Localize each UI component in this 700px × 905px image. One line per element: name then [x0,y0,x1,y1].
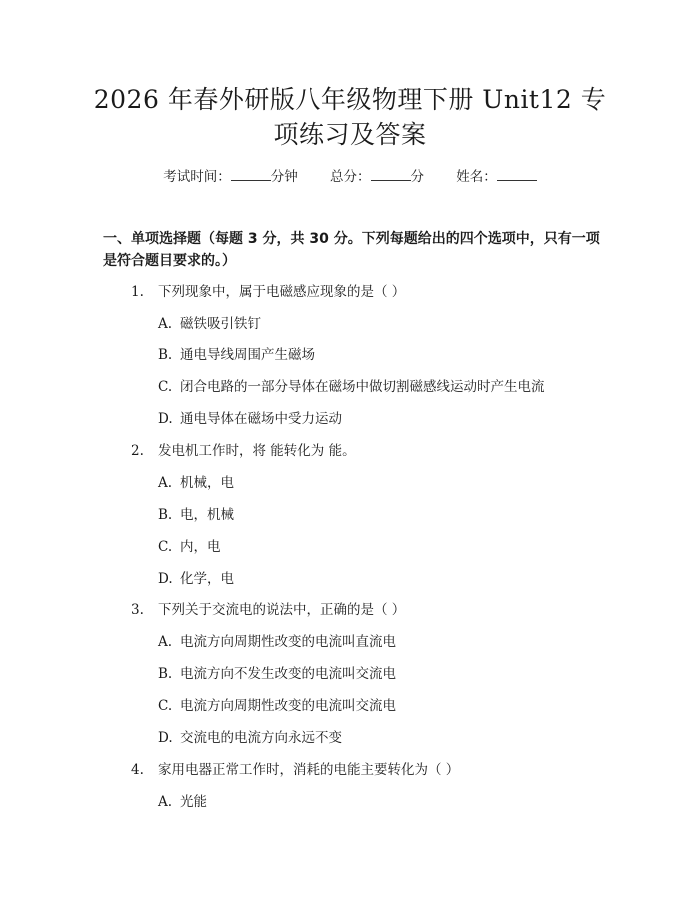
question-number: 1. [131,284,144,300]
option-text: 磁铁吸引铁钉 [180,316,261,332]
option-letter: D. [158,571,173,587]
question-1-option-d [158,409,342,429]
question-1-option-a [158,314,261,334]
question-4-option-a [158,792,207,812]
option-text: 光能 [180,794,207,810]
option-text: 电流方向周期性改变的电流叫交流电 [180,698,396,714]
option-text: 通电导体在磁场中受力运动 [180,411,342,427]
option-text: 化学，电 [180,571,234,587]
question-3-option-a [158,632,396,652]
question-number: 4. [131,762,144,778]
exam-info-bar [0,166,700,188]
student-name-label: 姓名： [456,169,497,185]
exam-time-field [163,169,302,185]
question-1-option-b [158,345,315,365]
question-text: 家用电器正常工作时，消耗的电能主要转化为（ ） [158,762,460,778]
question-number: 2. [131,443,144,459]
option-text: 闭合电路的一部分导体在磁场中做切割磁感线运动时产生电流 [180,379,545,395]
option-text: 通电导线周围产生磁场 [180,347,315,363]
question-text: 发电机工作时，将 能转化为 能。 [158,443,356,459]
option-letter: A. [158,634,173,650]
question-1-option-c [158,377,545,397]
option-letter: C. [158,698,173,714]
total-score-blank [371,166,411,181]
question-3-option-c [158,696,396,716]
question-text: 下列关于交流电的说法中，正确的是（ ） [158,602,406,618]
total-score-field [330,169,428,185]
option-letter: B. [158,666,173,682]
question-1 [131,282,405,302]
question-3-option-b [158,664,396,684]
exam-time-blank [231,166,271,181]
option-letter: A. [158,316,173,332]
question-2-option-b [158,505,234,525]
question-3-option-d [158,728,342,748]
total-score-label: 总分： [330,169,371,185]
student-name-blank [497,166,537,181]
question-4 [131,760,459,780]
section-1-heading: 一、单项选择题（每题 3 分，共 30 分。下列每题给出的四个选项中，只有一项是符合题目要求的。） [103,231,600,269]
option-letter: B. [158,507,173,523]
document-title-line-2: 项练习及答案 [273,120,427,149]
question-2 [131,441,356,461]
document-title-line-1: 2026 年春外研版八年级物理下册 Unit12 专 [93,85,607,114]
question-text: 下列现象中，属于电磁感应现象的是（ ） [158,284,406,300]
option-text: 交流电的电流方向永远不变 [180,730,342,746]
student-name-field [456,169,537,185]
option-text: 内，电 [180,539,221,555]
option-letter: C. [158,379,173,395]
question-2-option-a [158,473,234,493]
exam-time-unit: 分钟 [270,169,298,185]
option-letter: A. [158,475,173,491]
question-number: 3. [131,602,144,618]
exam-time-label: 考试时间： [163,169,231,185]
question-2-option-c [158,537,221,557]
question-3 [131,600,405,620]
option-letter: A. [158,794,173,810]
option-letter: D. [158,730,173,746]
question-2-option-d [158,569,234,589]
total-score-unit: 分 [410,169,424,185]
option-letter: B. [158,347,173,363]
option-text: 电流方向周期性改变的电流叫直流电 [180,634,396,650]
option-text: 机械，电 [180,475,234,491]
option-text: 电流方向不发生改变的电流叫交流电 [180,666,396,682]
option-letter: C. [158,539,173,555]
option-text: 电，机械 [180,507,234,523]
option-letter: D. [158,411,173,427]
